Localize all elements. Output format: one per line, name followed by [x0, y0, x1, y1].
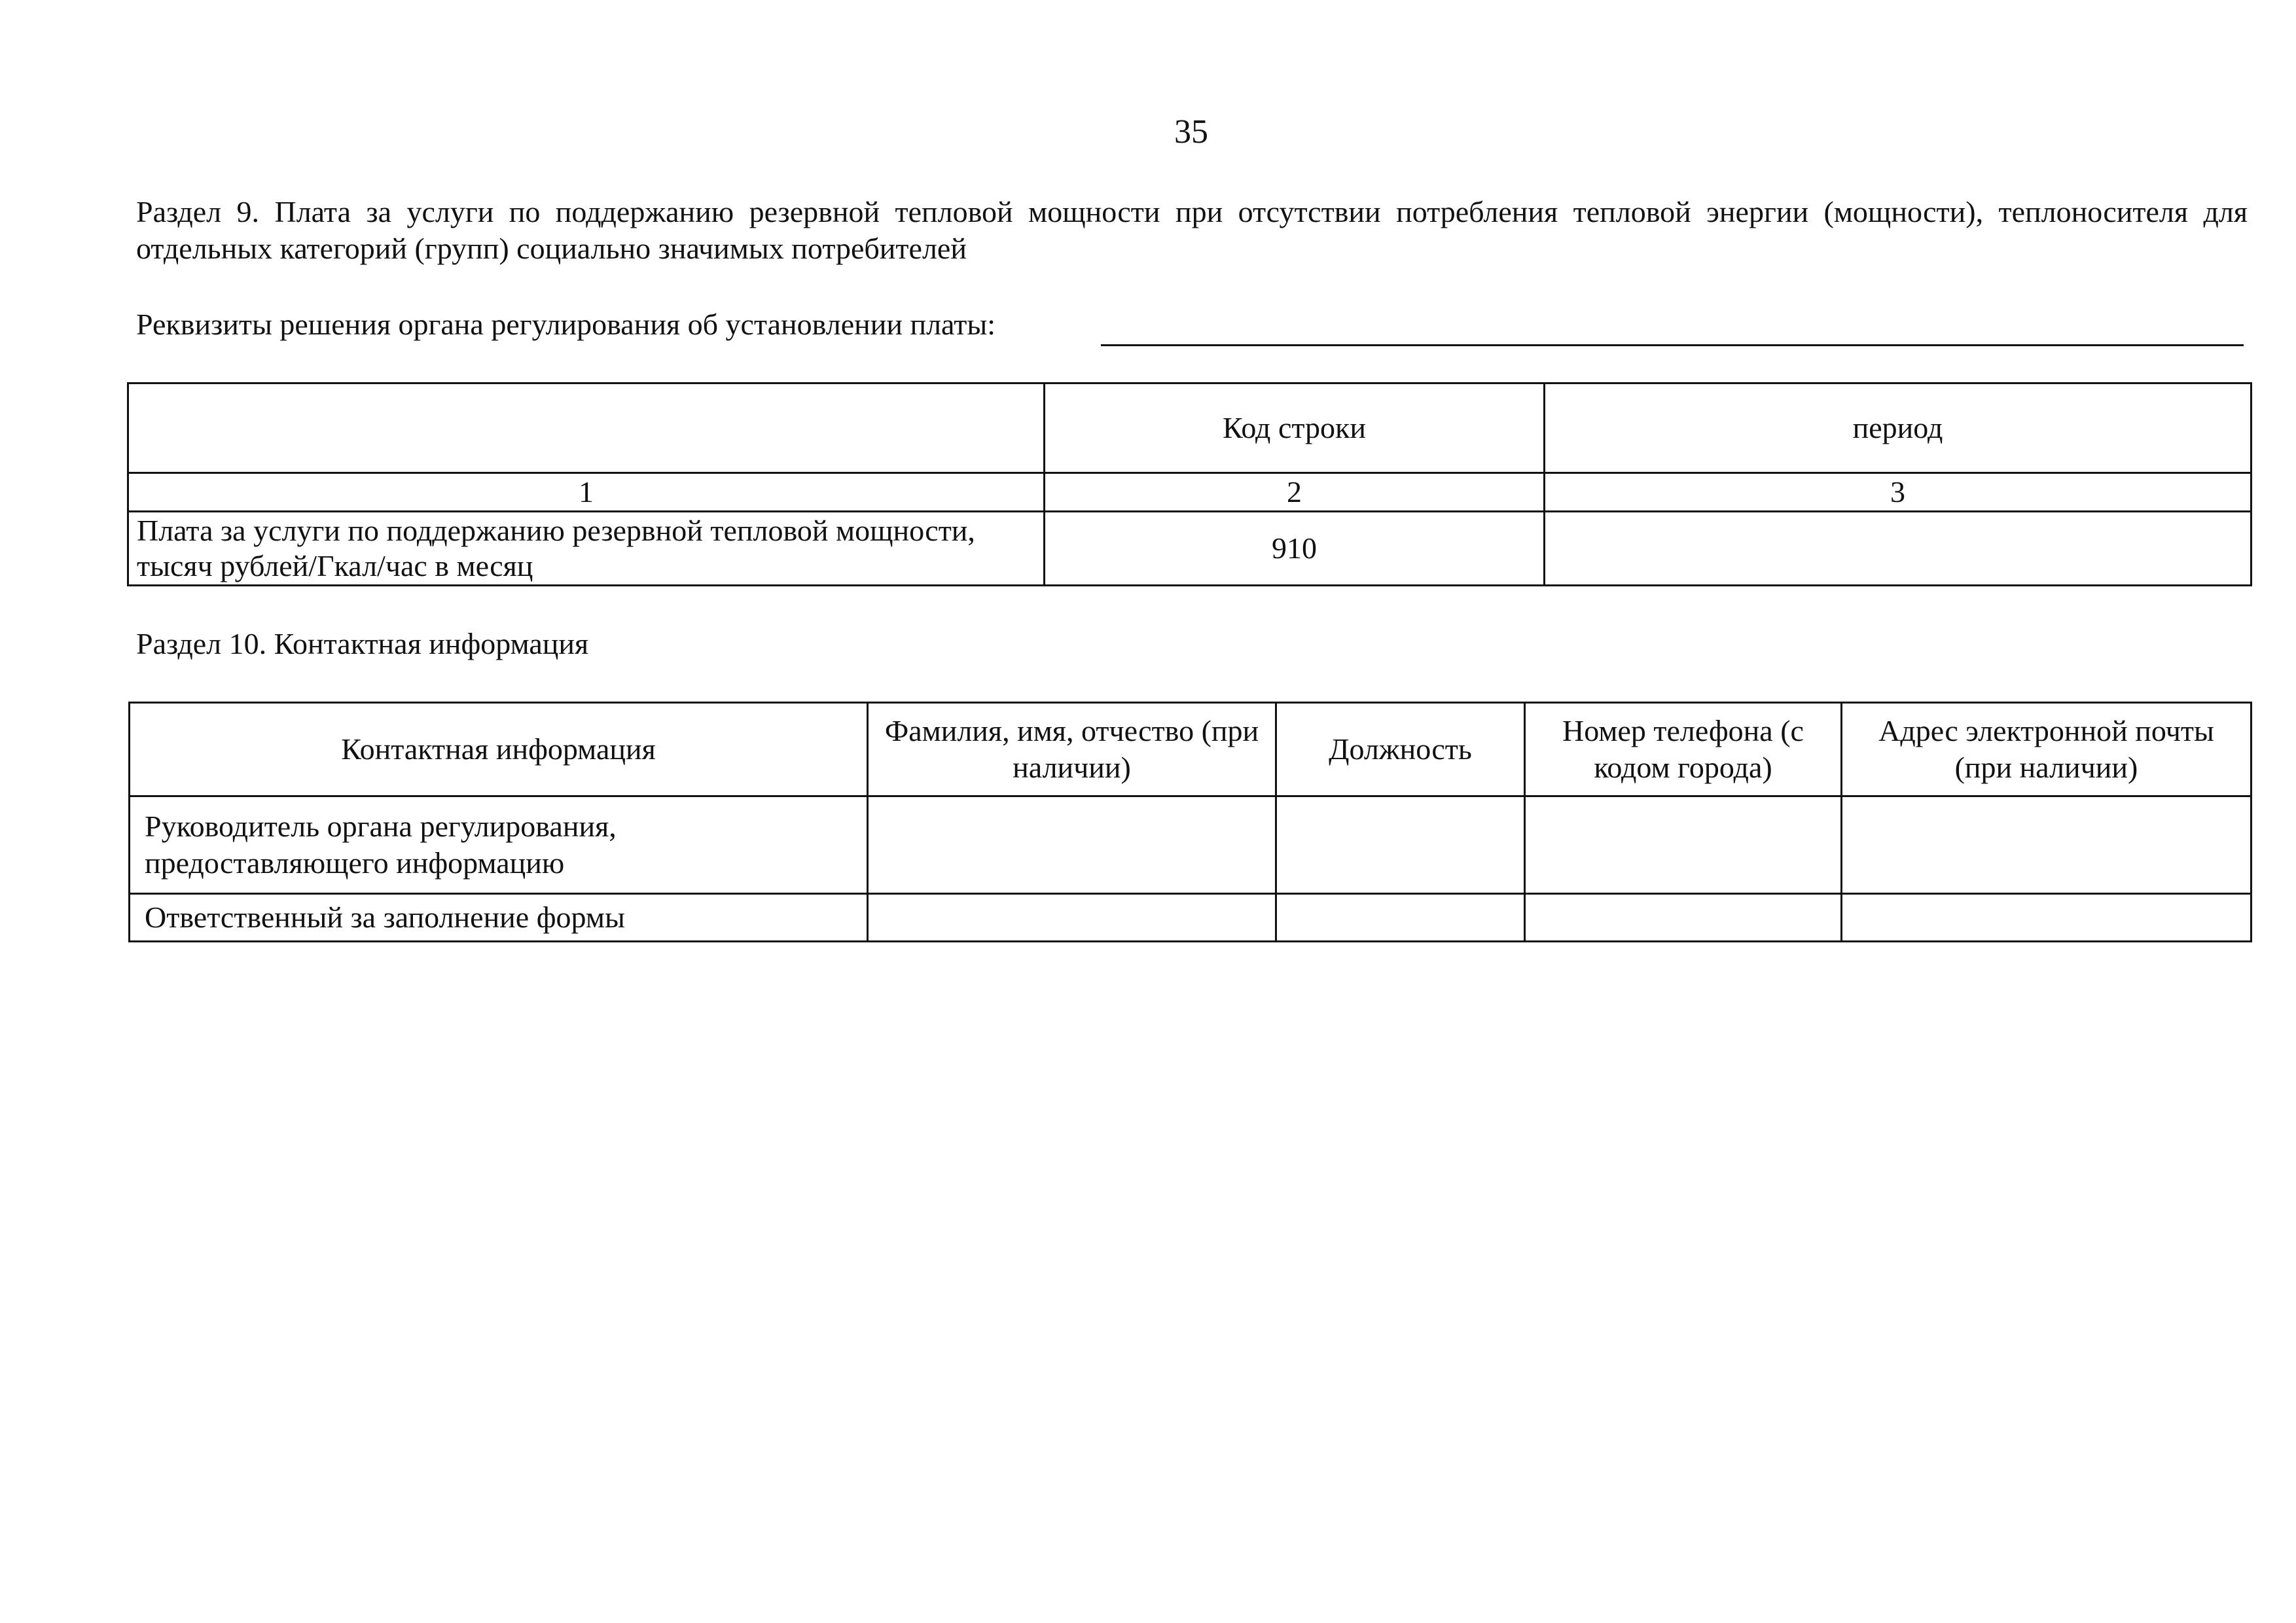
header-cell-code: Код строки [1045, 383, 1545, 473]
section9-table [127, 382, 2252, 586]
phone-cell[interactable] [1525, 796, 1842, 894]
header-cell-full-name: Фамилия, имя, отчество (при наличии) [868, 703, 1276, 796]
table-header-row [130, 703, 2251, 796]
phone-cell[interactable] [1525, 894, 1842, 942]
header-cell-name [128, 383, 1045, 473]
row-label: Руководитель органа регулирования, предоставляющего информацию [130, 796, 868, 894]
contact-table [128, 702, 2252, 942]
header-cell-phone: Номер телефона (с кодом города) [1525, 703, 1842, 796]
row-label: Плата за услуги по поддержанию резервной тепловой мощности, тысяч рублей/Гкал/час в месяц [128, 512, 1045, 586]
header-cell-contact-info: Контактная информация [130, 703, 868, 796]
header-cell-period: период [1545, 383, 2251, 473]
full-name-cell[interactable] [868, 796, 1276, 894]
header-cell-email: Адрес электронной почты (при наличии) [1842, 703, 2251, 796]
section9-title: Раздел 9. Плата за услуги по поддержанию резервной тепловой мощности при отсутствии потребления тепловой энергии (мощности), теплоносителя для отдельных категорий (групп) социально значимых потребителей [136, 195, 2248, 265]
table-row [128, 512, 2251, 586]
page-number: 35 [1174, 113, 1208, 151]
table-header-row [128, 383, 2251, 473]
period-value-cell[interactable] [1545, 512, 2251, 586]
position-cell[interactable] [1276, 894, 1525, 942]
row-label: Ответственный за заполнение формы [130, 894, 868, 942]
header-cell-position: Должность [1276, 703, 1525, 796]
row-code: 910 [1045, 512, 1545, 586]
email-cell[interactable] [1842, 894, 2251, 942]
column-number-row [128, 473, 2251, 512]
section10-title: Раздел 10. Контактная информация [136, 627, 589, 660]
requisites-label: Реквизиты решения органа регулирования об установлении платы: [136, 308, 996, 341]
table-row [130, 796, 2251, 894]
requisites-field [136, 306, 2244, 352]
column-number: 1 [128, 473, 1045, 512]
table-row [130, 894, 2251, 942]
position-cell[interactable] [1276, 796, 1525, 894]
email-cell[interactable] [1842, 796, 2251, 894]
column-number: 3 [1545, 473, 2251, 512]
full-name-cell[interactable] [868, 894, 1276, 942]
requisites-blank-line[interactable] [1101, 344, 2244, 346]
column-number: 2 [1045, 473, 1545, 512]
